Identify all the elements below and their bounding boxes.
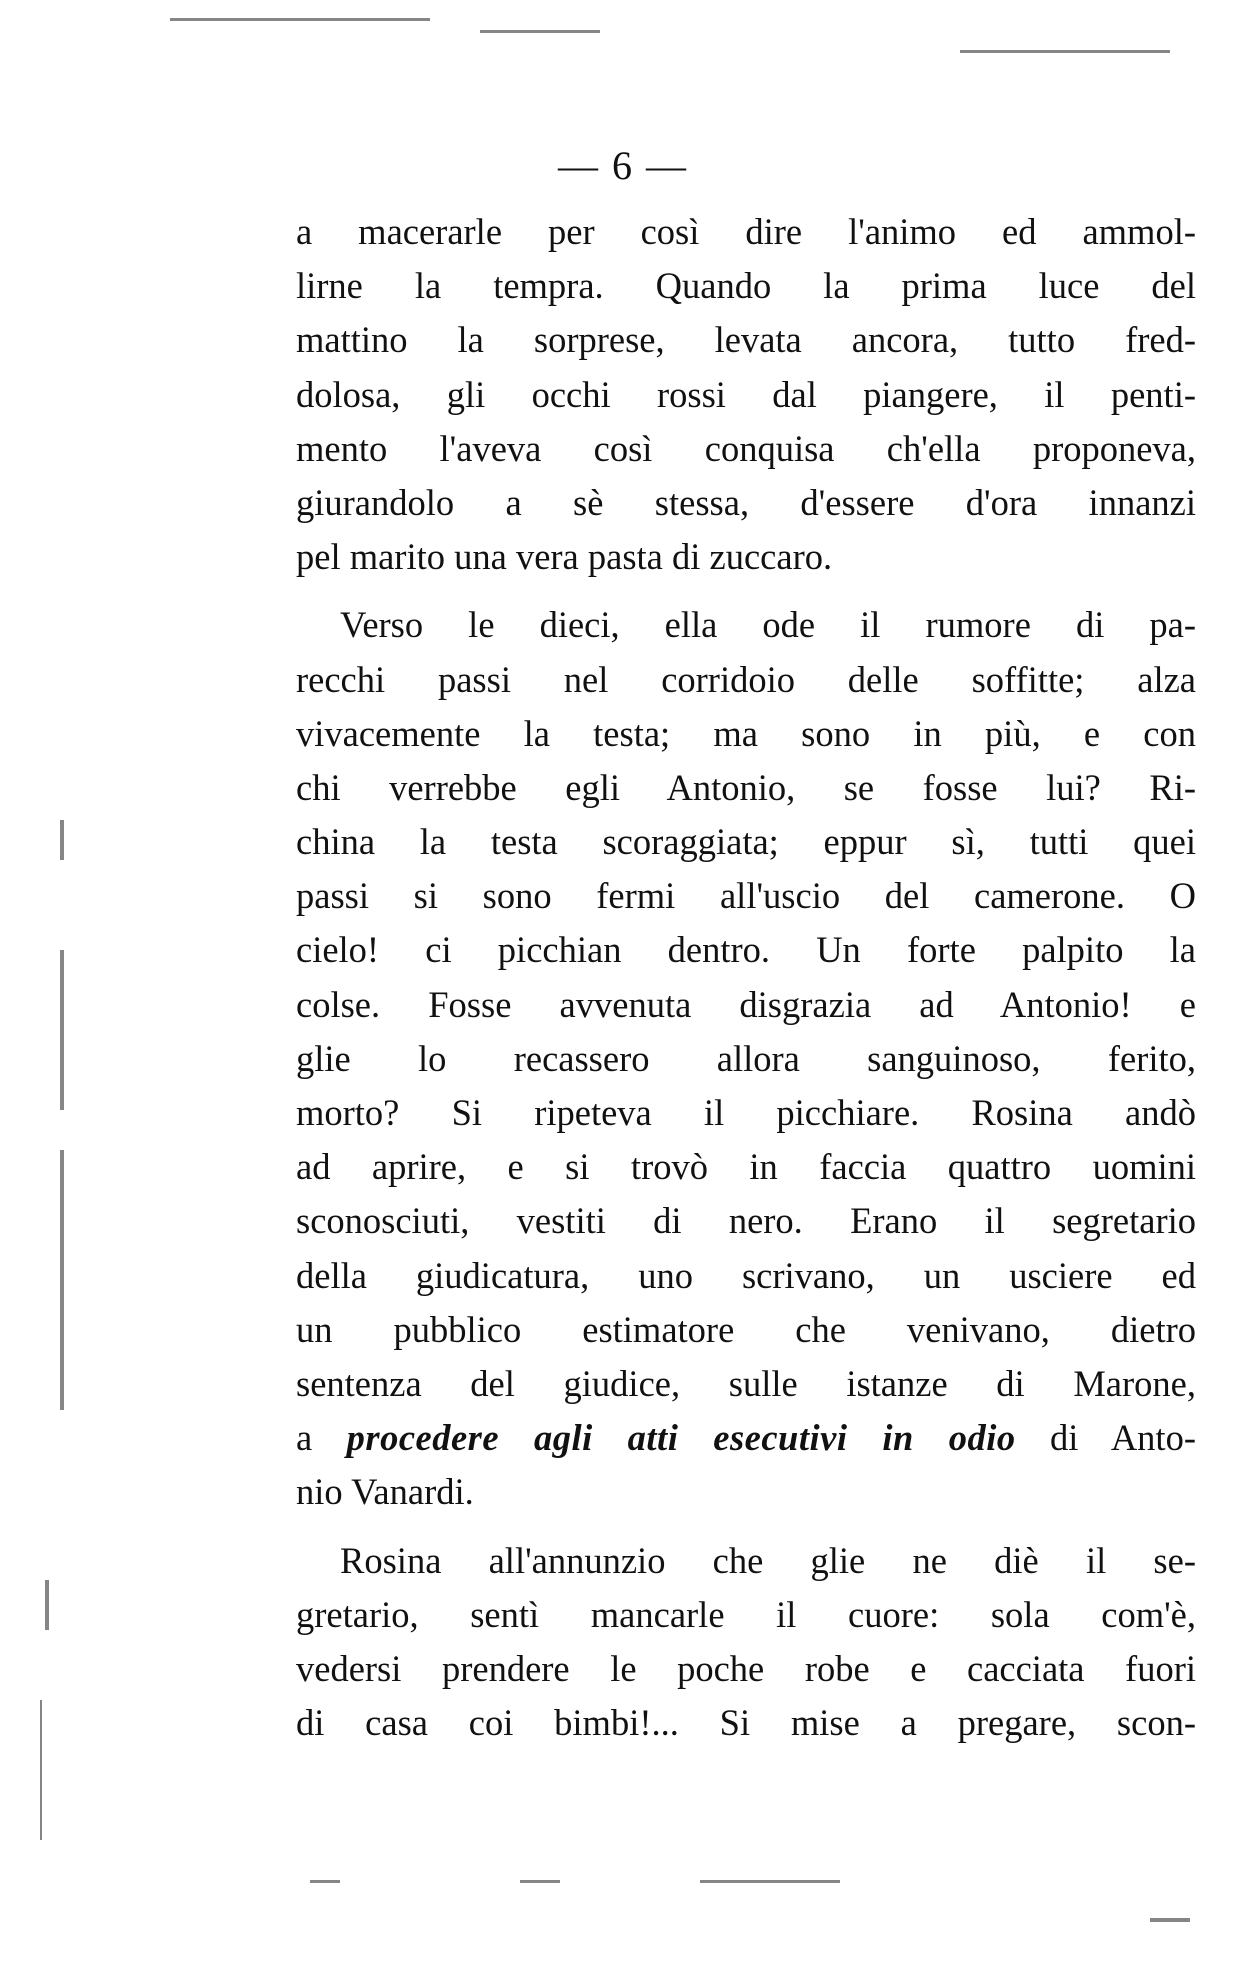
scan-edge: [40, 1700, 42, 1840]
text-line: a macerarle per così dire l'animo ed ammol-: [296, 211, 1196, 252]
page-number: — 6 —: [558, 143, 688, 188]
text-line: sconosciuti, vestiti di nero. Erano il segretario: [296, 1200, 1196, 1242]
text-line: china la testa scoraggiata; eppur sì, tutti quei: [296, 821, 1196, 863]
italic-phrase: procedere agli atti esecutivi in odio: [346, 1417, 1016, 1459]
scan-noise: [60, 820, 64, 860]
scan-noise: [60, 1150, 64, 1410]
text-line: pel marito una vera pasta di zuccaro.: [296, 536, 833, 578]
scan-noise: [170, 18, 430, 21]
text-line: vivacemente la testa; ma sono in più, e con: [296, 712, 1196, 754]
scan-noise: [960, 50, 1170, 53]
scan-noise: [45, 1580, 49, 1630]
scan-noise: [60, 950, 64, 1110]
text-line: lirne la tempra. Quando la prima luce del: [296, 265, 1196, 307]
text-line-with-italic: a procedere agli atti esecutivi in odio di Anto-: [296, 1417, 1196, 1459]
scan-noise: [310, 1880, 340, 1883]
text-line: cielo! ci picchian dentro. Un forte palpito la: [296, 929, 1196, 971]
paragraph-start-line: Verso le dieci, ella ode il rumore di pa-: [340, 604, 1196, 646]
text-line: nio Vanardi.: [296, 1471, 474, 1513]
text-line: passi si sono fermi all'uscio del camerone. O: [296, 875, 1196, 917]
text-line: recchi passi nel corridoio delle soffitte; alza: [296, 658, 1196, 700]
text-line: di casa coi bimbi!... Si mise a pregare, scon-: [296, 1702, 1196, 1744]
text-line: mattino la sorprese, levata ancora, tutto fred-: [296, 319, 1196, 361]
text-line: della giudicatura, uno scrivano, un usciere ed: [296, 1254, 1196, 1296]
text-line: un pubblico estimatore che venivano, dietro: [296, 1308, 1196, 1350]
text-line: sentenza del giudice, sulle istanze di Marone,: [296, 1362, 1196, 1404]
text-line: morto? Si ripeteva il picchiare. Rosina andò: [296, 1092, 1196, 1133]
text-line: ad aprire, e si trovò in faccia quattro uomini: [296, 1146, 1196, 1188]
text-line: mento l'aveva così conquisa ch'ella proponeva,: [296, 427, 1196, 469]
text-line: dolosa, gli occhi rossi dal piangere, il penti-: [296, 373, 1196, 415]
paragraph-start-line: Rosina all'annunzio che glie ne diè il se-: [340, 1539, 1196, 1581]
scan-noise: [700, 1880, 840, 1883]
body-text: [296, 205, 1196, 1750]
text-line: glie lo recassero allora sanguinoso, ferito,: [296, 1037, 1196, 1079]
text-line: gretario, sentì mancarle il cuore: sola com'è,: [296, 1593, 1196, 1635]
scan-noise: [1150, 1918, 1190, 1922]
text-line: giurandolo a sè stessa, d'essere d'ora innanzi: [296, 481, 1196, 523]
text-line: colse. Fosse avvenuta disgrazia ad Antonio! e: [296, 983, 1196, 1025]
scan-noise: [520, 1880, 560, 1883]
text-line: vedersi prendere le poche robe e cacciata fuori: [296, 1647, 1196, 1689]
text-line: chi verrebbe egli Antonio, se fosse lui? Ri-: [296, 766, 1196, 808]
scan-noise: [480, 30, 600, 33]
